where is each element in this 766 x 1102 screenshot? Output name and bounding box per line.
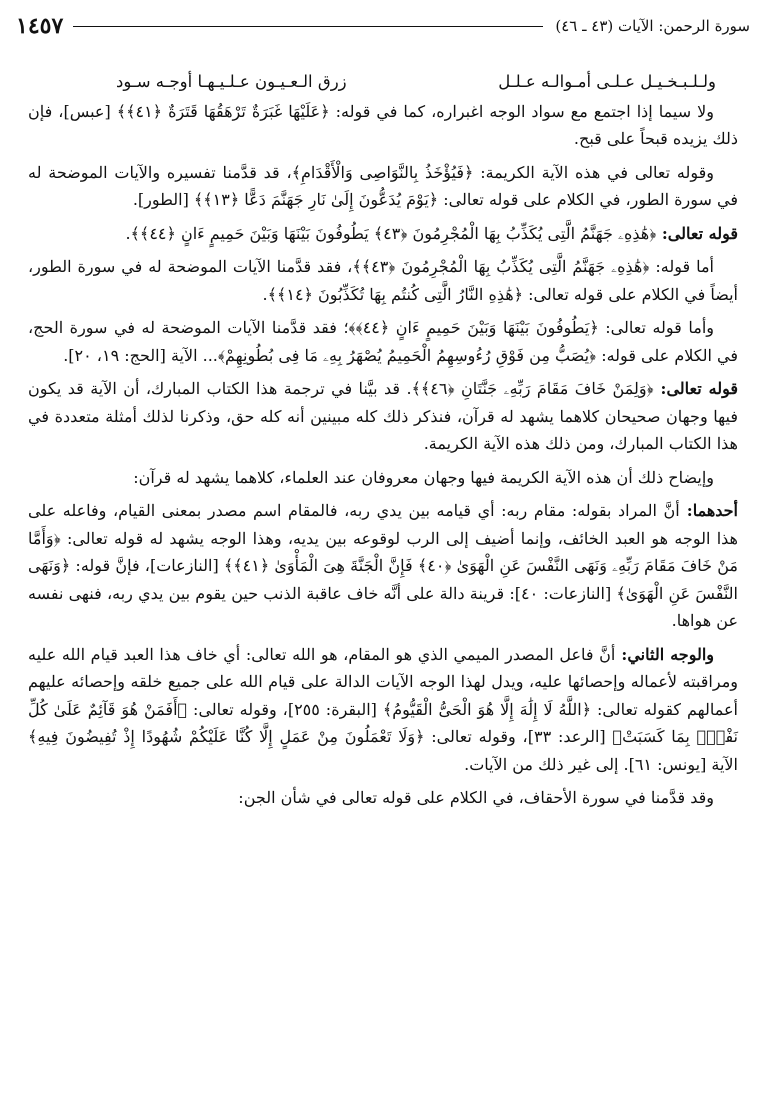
paragraph-text: وقد قدَّمنا في سورة الأحقاف، في الكلام على قوله تعالى في شأن الجن: xyxy=(238,788,714,807)
paragraph-lead: والوجه الثاني: xyxy=(615,644,715,664)
paragraph-text: وقوله تعالى في هذه الآية الكريمة: ﴿فَيُؤْخَذُ بِالنَّوَاصِى وَالْأَقْدَامِ﴾، قد قدَّمنا تفسيره والآيات الموضحة له في سورة الطور، في الكلام على قوله تعالى: ﴿يَوْمَ يُدَعُّونَ إِلَىٰ نَارِ جَهَنَّمَ دَعًّا ﴿١٣﴾﴾ [الطور]. xyxy=(28,162,738,209)
paragraph-text: أنَّ المراد بقوله: مقام ربه: أي قيامه بين يدي ربه، فالمقام اسم مصدر بمعنى القيام، وفاعله على هذا الوجه هو العبد الخائف، وإنما أضيف إلى الرب لوقوعه بين يديه، وهذا الوجه يشهد له قوله تعالى: ﴿وَأَمَّا مَنْ خَافَ مَقَامَ رَبِّهِۦ وَنَهَى النَّفْسَ عَنِ الْهَوَىٰ ﴿٤٠﴾ فَإِنَّ الْجَنَّةَ هِىَ الْمَأْوَىٰ ﴿٤١﴾﴾ [النازعات]، فإنَّ قوله: ﴿وَنَهَى النَّفْسَ عَنِ الْهَوَىٰ﴾ [النازعات: ٤٠]: قرينة دالة على أنَّه خاف عاقبة الذنب حين يقوم بين يدي ربه، فنهى نفسه عن هواها. xyxy=(28,501,739,630)
paragraph-text: وأما قوله تعالى: ﴿يَطُوفُونَ بَيْنَهَا وَبَيْنَ حَمِيمٍ ءَانٍ ﴿٤٤﴾﴾؛ فقد قدَّمنا الآيات الموضحة له في سورة الحج، في الكلام على قوله: ﴿يُصَبُّ مِن فَوْقِ رُءُوسِهِمُ الْحَمِيمُ يُصْهَرُ بِهِۦ مَا فِى بُطُونِهِمْ﴾... الآية [الحج: ١٩، ٢٠]. xyxy=(28,318,738,365)
paragraph xyxy=(28,98,738,153)
paragraph-text: أنَّ فاعل المصدر الميمي الذي هو المقام، هو الله تعالى: أي خاف هذا العبد قيام الله عليه ومراقبته لأعماله وإحصائها عليه، ويدل لهذا الوجه الآيات الدالة على قيام الله على جميع خلقه وإحصائه عليهم أعمالهم كقوله تعالى: ﴿اللَّهُ لَا إِلَٰهَ إِلَّا هُوَ الْحَىُّ الْقَيُّومُ﴾ [البقرة: ٢٥٥]، وقوله تعالى: ﴿أَفَمَنْ هُوَ قَآئِمٌ عَلَىٰ كُلِّ نَفْسٍۭ بِمَا كَسَبَتْ﴾ [الرعد: ٣٣]، وقوله تعالى: ﴿وَلَا تَعْمَلُونَ مِنْ عَمَلٍ إِلَّا كُنَّا عَلَيْكُمْ شُهُودًا إِذْ تُفِيضُونَ فِيهِ﴾ الآية [يونس: ٦١]. إلى غير ذلك من الآيات. xyxy=(28,644,738,774)
poem-verse xyxy=(28,68,738,96)
paragraph-lead: قوله تعالى: xyxy=(656,223,738,243)
paragraph xyxy=(28,464,738,492)
surah-title: سورة الرحمن: الآيات (٤٣ ـ ٤٦) xyxy=(555,17,750,35)
paragraph xyxy=(28,784,738,812)
paragraph-text: أما قوله: ﴿هَٰذِهِۦ جَهَنَّمُ الَّتِى يُكَذِّبُ بِهَا الْمُجْرِمُونَ ﴿٤٣﴾﴾، فقد قدَّمنا الآيات الموضحة له في سورة الطور، أيضاً في الكلام على قوله تعالى: ﴿هَٰذِهِ النَّارُ الَّتِى كُنتُم بِهَا تُكَذِّبُونَ ﴿١٤﴾﴾. xyxy=(28,257,738,304)
paragraph-text: ولا سيما إذا اجتمع مع سواد الوجه اغبراره، كما في قوله: ﴿عَلَيْهَا غَبَرَةٌ تَرْهَقُهَا قَتَرَةٌ ﴿٤١﴾﴾ [عبس]، فإن ذلك يزيده قبحاً على قبح. xyxy=(28,101,738,148)
page-body xyxy=(28,68,738,1096)
page-number: ١٤٥٧ xyxy=(16,13,64,39)
paragraph xyxy=(28,641,738,779)
header-rule xyxy=(73,26,543,27)
paragraph-text: وإيضاح ذلك أن هذه الآية الكريمة فيها وجهان معروفان عند العلماء، كلاهما يشهد له قرآن: xyxy=(133,467,714,487)
paragraph xyxy=(28,375,738,458)
poem-hemistich-left: زرق الـعـيـون عـلـيـهـا أوجـه سـود xyxy=(116,72,347,91)
poem-hemistich-right: ولـلـبـخـيـل عـلـى أمـوالـه عـلـل xyxy=(498,72,716,91)
paragraph xyxy=(28,314,738,369)
paragraph xyxy=(28,253,738,308)
paragraph-lead: أحدهما: xyxy=(679,501,738,520)
paragraph-text: ﴿هَٰذِهِۦ جَهَنَّمُ الَّتِى يُكَذِّبُ بِهَا الْمُجْرِمُونَ ﴿٤٣﴾ يَطُوفُونَ بَيْنَهَا وَبَيْنَ حَمِيمٍ ءَانٍ ﴿٤٤﴾﴾. xyxy=(125,223,657,243)
paragraph xyxy=(28,497,738,635)
paragraph-lead: قوله تعالى: xyxy=(653,379,738,398)
paragraph xyxy=(28,159,738,214)
paragraph xyxy=(28,220,738,248)
paragraph-text: ﴿وَلِمَنْ خَافَ مَقَامَ رَبِّهِۦ جَنَّتَانِ ﴿٤٦﴾﴾. قد بيَّنا في ترجمة هذا الكتاب المبارك، أن الآية قد يكون فيها وجهان صحيحان كلاهما يشهد له قرآن، فنذكر ذلك كله مبينين أنه كله حق، وذكرنا لذلك أمثلة متعددة في هذا الكتاب المبارك، ومن ذلك هذه الآية الكريمة. xyxy=(28,379,738,453)
running-header xyxy=(16,12,750,40)
